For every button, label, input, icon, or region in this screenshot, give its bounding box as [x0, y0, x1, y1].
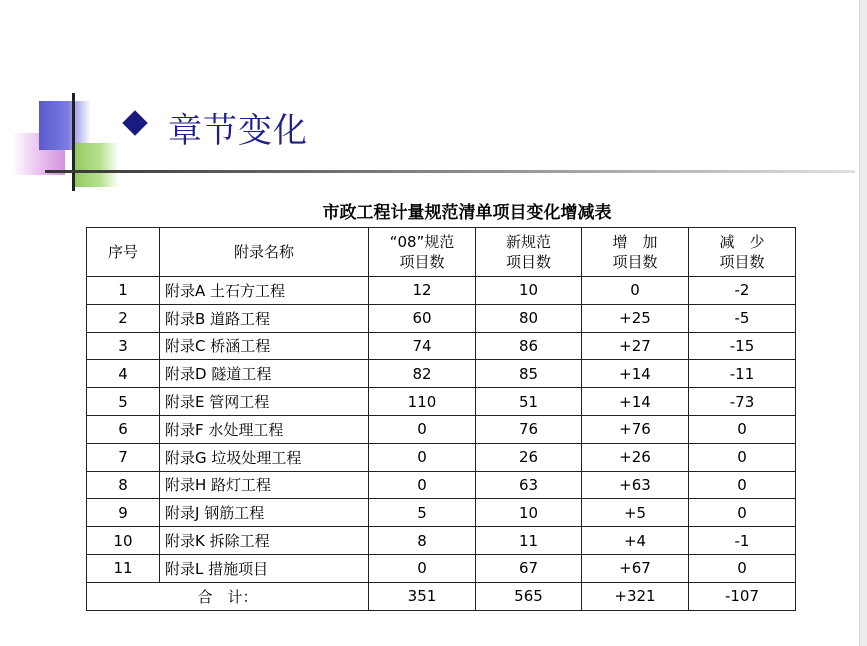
cell-new-count: 10 [476, 499, 582, 527]
cell-new-count: 63 [476, 471, 582, 499]
table-row [87, 415, 796, 443]
cell-08-count: 74 [369, 332, 476, 360]
cell-08-count: 82 [369, 360, 476, 388]
header-index: 序号 [87, 228, 160, 277]
cell-appendix-name: 附录F 水处理工程 [160, 415, 369, 443]
decorative-green-block [72, 143, 119, 187]
table-title: 市政工程计量规范清单项目变化增减表 [322, 203, 612, 223]
cell-added-count: +26 [582, 443, 689, 471]
cell-index: 7 [87, 443, 160, 471]
total-label: 合 计： [87, 582, 369, 610]
cell-08-count: 5 [369, 499, 476, 527]
cell-new-count: 80 [476, 304, 582, 332]
cell-removed-count: -5 [689, 304, 796, 332]
header-added-count: 增 加 项目数 [582, 228, 689, 277]
cell-new-count: 67 [476, 554, 582, 582]
cell-appendix-name: 附录J 钢筋工程 [160, 499, 369, 527]
table-row [87, 277, 796, 305]
cell-appendix-name: 附录K 拆除工程 [160, 527, 369, 555]
table-row [87, 332, 796, 360]
cell-new-count: 86 [476, 332, 582, 360]
cell-appendix-name: 附录D 隧道工程 [160, 360, 369, 388]
cell-removed-count: 0 [689, 554, 796, 582]
cell-index: 10 [87, 527, 160, 555]
cell-index: 3 [87, 332, 160, 360]
cell-index: 1 [87, 277, 160, 305]
cell-index: 8 [87, 471, 160, 499]
decorative-vertical-line [72, 93, 75, 191]
cell-new-count: 76 [476, 415, 582, 443]
cell-added-count: +14 [582, 388, 689, 416]
table-row [87, 360, 796, 388]
diamond-bullet-icon [122, 110, 147, 135]
title-underline [45, 170, 855, 173]
table-row [87, 443, 796, 471]
cell-added-count: 0 [582, 277, 689, 305]
cell-appendix-name: 附录C 桥涵工程 [160, 332, 369, 360]
cell-index: 2 [87, 304, 160, 332]
cell-index: 9 [87, 499, 160, 527]
cell-added-count: +5 [582, 499, 689, 527]
cell-added-count: +67 [582, 554, 689, 582]
table-row [87, 554, 796, 582]
cell-removed-count: -73 [689, 388, 796, 416]
total-row [87, 582, 796, 610]
header-new-count: 新规范 项目数 [476, 228, 582, 277]
cell-index: 4 [87, 360, 160, 388]
cell-removed-count: 0 [689, 415, 796, 443]
change-table [86, 227, 796, 611]
cell-added-count: +27 [582, 332, 689, 360]
cell-new-count: 10 [476, 277, 582, 305]
cell-appendix-name: 附录B 道路工程 [160, 304, 369, 332]
cell-08-count: 0 [369, 471, 476, 499]
cell-08-count: 60 [369, 304, 476, 332]
cell-08-count: 110 [369, 388, 476, 416]
cell-added-count: +63 [582, 471, 689, 499]
cell-added-count: +76 [582, 415, 689, 443]
cell-appendix-name: 附录G 垃圾处理工程 [160, 443, 369, 471]
cell-appendix-name: 附录L 措施项目 [160, 554, 369, 582]
cell-removed-count: 0 [689, 443, 796, 471]
cell-new-count: 51 [476, 388, 582, 416]
cell-index: 5 [87, 388, 160, 416]
cell-added-count: +25 [582, 304, 689, 332]
cell-08-count: 12 [369, 277, 476, 305]
table-row [87, 471, 796, 499]
cell-index: 6 [87, 415, 160, 443]
cell-08-count: 8 [369, 527, 476, 555]
header-row [87, 228, 796, 277]
header-08-count: “08”规范 项目数 [369, 228, 476, 277]
cell-08-count: 0 [369, 554, 476, 582]
cell-removed-count: 0 [689, 471, 796, 499]
cell-removed-count: -2 [689, 277, 796, 305]
cell-new-count: 11 [476, 527, 582, 555]
total-removed-count: -107 [689, 582, 796, 610]
cell-removed-count: 0 [689, 499, 796, 527]
cell-appendix-name: 附录H 路灯工程 [160, 471, 369, 499]
cell-new-count: 26 [476, 443, 582, 471]
table-row [87, 388, 796, 416]
table-row [87, 499, 796, 527]
header-removed-count: 减 少 项目数 [689, 228, 796, 277]
cell-removed-count: -11 [689, 360, 796, 388]
cell-removed-count: -1 [689, 527, 796, 555]
cell-08-count: 0 [369, 415, 476, 443]
cell-index: 11 [87, 554, 160, 582]
total-08-count: 351 [369, 582, 476, 610]
slide-heading: 章节变化 [168, 111, 308, 151]
cell-removed-count: -15 [689, 332, 796, 360]
total-new-count: 565 [476, 582, 582, 610]
cell-new-count: 85 [476, 360, 582, 388]
cell-added-count: +4 [582, 527, 689, 555]
cell-added-count: +14 [582, 360, 689, 388]
total-added-count: +321 [582, 582, 689, 610]
table-row [87, 527, 796, 555]
right-edge-bar [859, 0, 867, 646]
table-row [87, 304, 796, 332]
cell-08-count: 0 [369, 443, 476, 471]
cell-appendix-name: 附录E 管网工程 [160, 388, 369, 416]
header-appendix-name: 附录名称 [160, 228, 369, 277]
cell-appendix-name: 附录A 土石方工程 [160, 277, 369, 305]
